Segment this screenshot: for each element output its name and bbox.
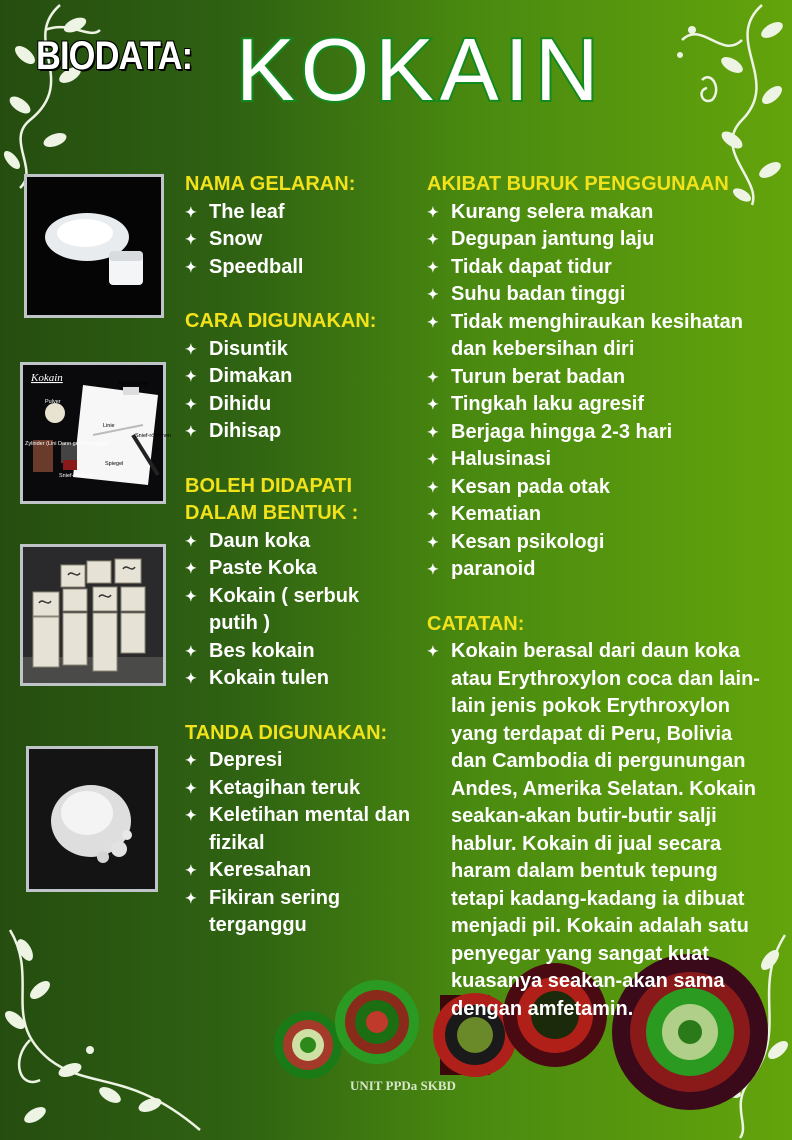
list-item: ✦ Tidak menghiraukan kesihatan dan kebersihan diri [427, 310, 743, 360]
list-item: ✦ Halusinasi [427, 446, 767, 474]
star-bullet-icon: ✦ [185, 807, 197, 823]
star-bullet-icon: ✦ [427, 396, 439, 412]
list-item: ✦ Daun koka [185, 528, 410, 556]
star-bullet-icon: ✦ [185, 368, 197, 384]
list-item: ✦ Keresahan [185, 857, 410, 885]
star-bullet-icon: ✦ [185, 642, 197, 659]
kit-caption-spiegel: Spiegel [105, 461, 124, 467]
list-item: ✦ Berjaga hingga 2-3 hari [427, 419, 767, 447]
list-item: ✦ Depresi [185, 747, 410, 775]
footer-credit: UNIT PPDa SKBD [350, 1078, 456, 1093]
star-bullet-icon: ✦ [185, 862, 197, 878]
kit-caption-zylinder: Zylinder (Lini Dann geschmuggelt) [25, 441, 109, 447]
tanda-digunakan-heading: TANDA DIGUNAKAN: [185, 721, 388, 744]
list-item: ✦ Ketagihan teruk [185, 775, 410, 803]
list-item: ✦ Degupan jantung laju [427, 226, 767, 254]
star-bullet-icon: ✦ [185, 587, 197, 604]
vine-bottom-left-icon [0, 920, 210, 1140]
cocaine-powder-photo [24, 174, 164, 318]
cocaine-pile-photo [26, 746, 158, 892]
left-column [185, 171, 410, 967]
star-bullet-icon: ✦ [427, 533, 439, 550]
akibat-heading: AKIBAT BURUK PENGGUNAAN [427, 173, 729, 195]
star-bullet-icon: ✦ [185, 560, 197, 576]
kit-caption-sniefrohrchen: Snief-röhrchen [135, 433, 172, 439]
list-item: ✦ Tingkah laku agresif [427, 391, 767, 419]
list-item: ✦ Kokain ( serbuk putih ) [185, 584, 360, 634]
section-tanda-digunakan [185, 720, 410, 940]
cocaine-kit-photo [20, 362, 172, 504]
list-item: ✦ Speedball [185, 254, 410, 282]
star-bullet-icon: ✦ [427, 506, 439, 522]
nama-gelaran-heading: NAMA GELARAN: [185, 173, 356, 195]
list-item: ✦ Dihidu [185, 391, 410, 419]
section-bentuk [185, 473, 410, 693]
list-item: ✦ Kesan pada otak [427, 474, 767, 502]
bentuk-heading-line1: BOLEH DIDAPATI [185, 474, 353, 497]
star-bullet-icon: ✦ [427, 258, 439, 275]
list-item: ✦ Fikiran sering terganggu [185, 886, 341, 936]
star-bullet-icon: ✦ [185, 779, 197, 796]
list-item: ✦ Keletihan mental dan fizikal [185, 804, 411, 854]
section-akibat-buruk [427, 171, 767, 584]
star-bullet-icon: ✦ [427, 451, 439, 467]
biodata-label: BIODATA: [36, 34, 193, 78]
kit-caption-linie: Linie [103, 423, 115, 429]
star-bullet-icon: ✦ [185, 203, 197, 220]
section-nama-gelaran [185, 171, 410, 281]
list-item: ✦ Turun berat badan [427, 364, 767, 392]
catatan-paragraph: ✦ Kokain berasal dari daun koka atau Erythroxylon coca dan lain-lain jenis pokok Erythroxylon yang terdapat di Peru, Bolivia dan Cambodia di pergunungan Andes, Amerika Selatan. Kokain seakan-akan butir-butir salji hablur. Kokain di jual secara haram dalam bentuk tepung tetapi kadang-kadang ia dibuat menjadi pil. Kokain adalah satu penyegar yang sangat kuat kuasanya seakan-akan sama dengan amfetamin. [427, 640, 760, 1020]
list-item: ✦ Suhu badan tinggi [427, 281, 767, 309]
list-item: ✦ Bes kokain [185, 638, 410, 666]
list-item: ✦ Kematian [427, 501, 767, 529]
star-bullet-icon: ✦ [185, 670, 197, 686]
bentuk-heading-line2: DALAM BENTUK : [185, 502, 359, 524]
list-item: ✦ The leaf [185, 199, 410, 227]
cara-digunakan-heading: CARA DIGUNAKAN: [185, 310, 377, 332]
vine-top-left-icon [0, 0, 120, 190]
section-catatan [427, 611, 767, 1024]
list-item: ✦ Paste Koka [185, 555, 410, 583]
cocaine-bricks-photo [20, 544, 166, 686]
star-bullet-icon: ✦ [427, 313, 439, 330]
star-bullet-icon: ✦ [185, 532, 197, 549]
list-item: ✦ Kokain tulen [185, 665, 410, 693]
list-item: ✦ Dimakan [185, 363, 410, 391]
star-bullet-icon: ✦ [185, 231, 197, 247]
list-item: ✦ Dihisap [185, 418, 410, 446]
list-item: ✦ Kesan psikologi [427, 529, 767, 557]
list-item: ✦ Snow [185, 226, 410, 254]
star-bullet-icon: ✦ [427, 231, 439, 247]
star-bullet-icon: ✦ [427, 478, 439, 495]
page-title: KOKAIN [236, 20, 605, 119]
star-bullet-icon: ✦ [427, 286, 439, 302]
catatan-heading: CATATAN: [427, 612, 525, 635]
star-bullet-icon: ✦ [427, 561, 439, 577]
list-item: ✦ Kurang selera makan [427, 199, 767, 227]
star-bullet-icon: ✦ [427, 423, 439, 440]
list-item: ✦ Tidak dapat tidur [427, 254, 767, 282]
list-item: ✦ paranoid [427, 556, 767, 584]
right-column [427, 171, 767, 1050]
star-bullet-icon: ✦ [427, 203, 439, 220]
kit-caption-pulver: Pulver [45, 399, 61, 405]
section-cara-digunakan [185, 308, 410, 446]
star-bullet-icon: ✦ [427, 368, 439, 385]
star-bullet-icon: ✦ [427, 643, 439, 659]
star-bullet-icon: ✦ [185, 752, 197, 768]
list-item: ✦ Disuntik [185, 336, 410, 364]
kit-caption-rasierklinge: Rasierklinge [118, 381, 149, 387]
star-bullet-icon: ✦ [185, 423, 197, 439]
star-bullet-icon: ✦ [185, 395, 197, 412]
star-bullet-icon: ✦ [185, 340, 197, 357]
star-bullet-icon: ✦ [185, 258, 197, 275]
star-bullet-icon: ✦ [185, 889, 197, 906]
kit-label: Kokain [31, 372, 63, 384]
kit-caption-sniefbesteck: Snief-besteck [59, 473, 93, 479]
